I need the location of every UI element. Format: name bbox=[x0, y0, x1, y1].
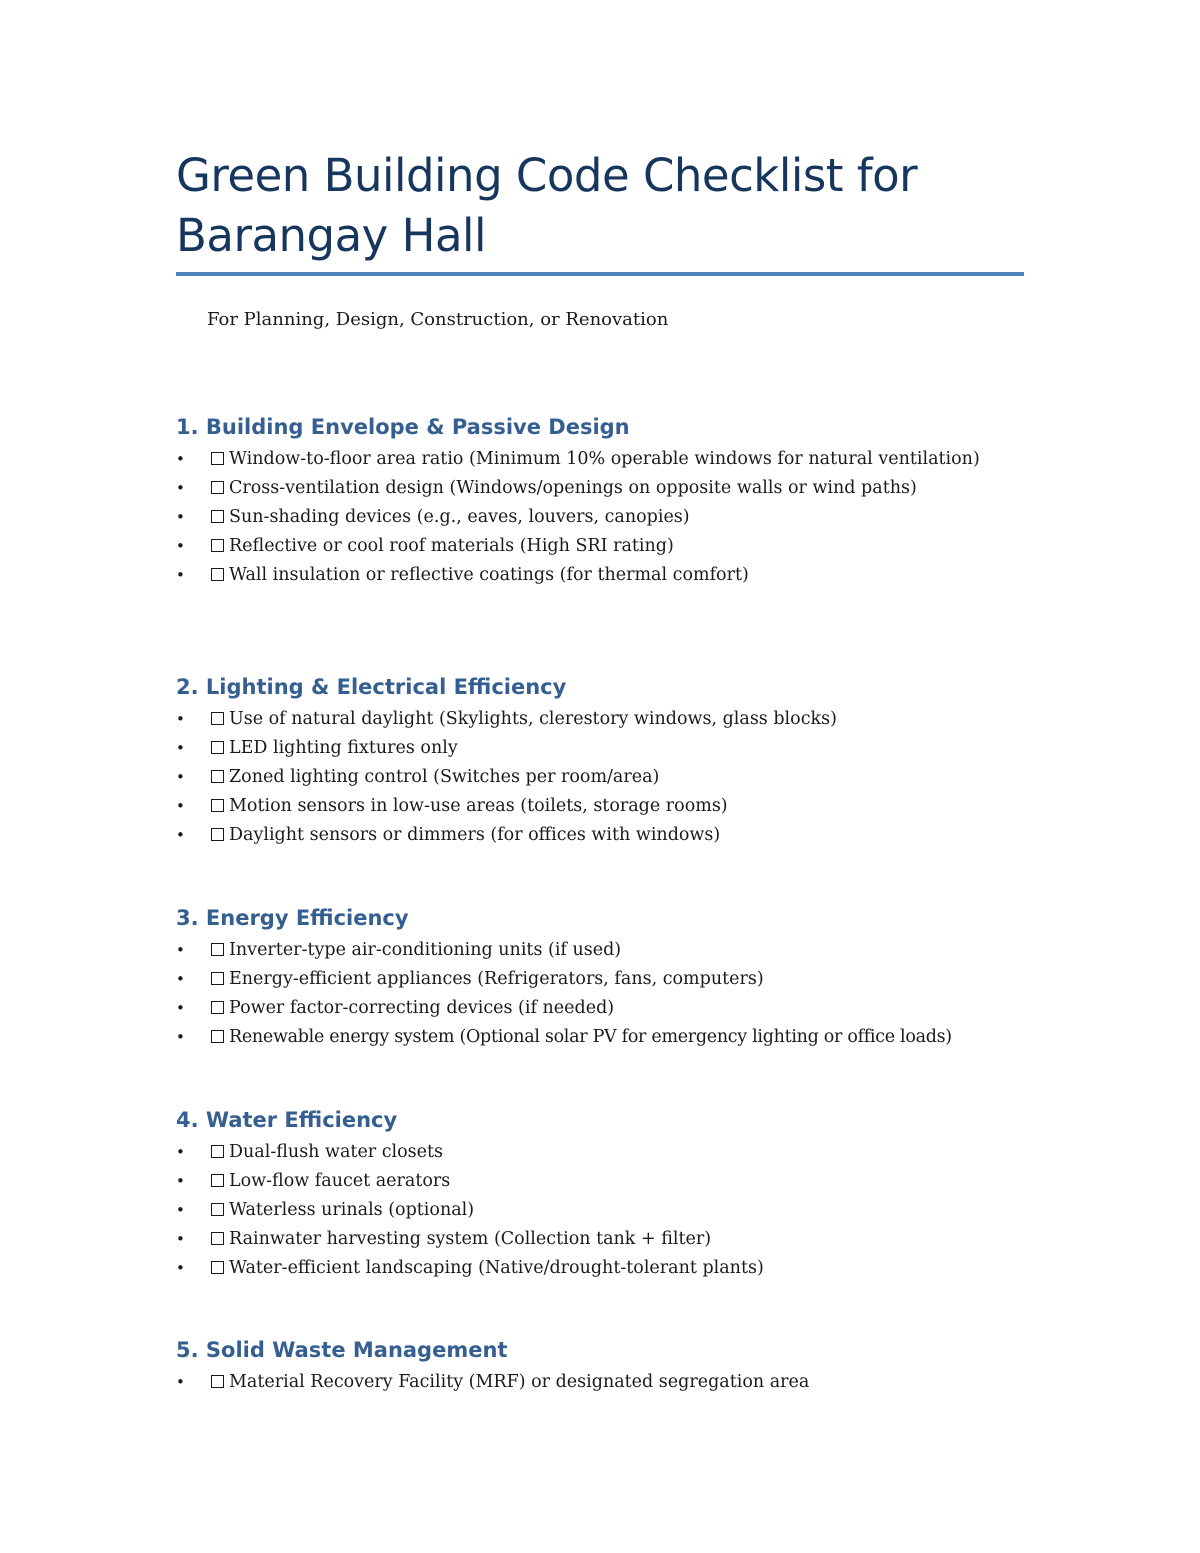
checkbox-icon[interactable] bbox=[211, 799, 224, 812]
bullet-icon: • bbox=[176, 970, 185, 988]
checklist-item bbox=[176, 532, 1026, 561]
bullet-icon: • bbox=[176, 537, 185, 555]
bullet-icon: • bbox=[176, 508, 185, 526]
checkbox-icon[interactable] bbox=[211, 741, 224, 754]
checklist-item bbox=[176, 503, 1026, 532]
bullet-icon: • bbox=[176, 479, 185, 497]
bullet-icon: • bbox=[176, 1373, 185, 1391]
checklist-item bbox=[176, 1254, 1026, 1283]
section-heading: 4. Water Efficiency bbox=[176, 1108, 398, 1132]
section-heading: 5. Solid Waste Management bbox=[176, 1338, 508, 1362]
checklist-item-label: Motion sensors in low-use areas (toilets, storage rooms) bbox=[229, 796, 728, 816]
checkbox-icon[interactable] bbox=[211, 1001, 224, 1014]
checklist bbox=[176, 936, 1026, 1052]
checkbox-icon[interactable] bbox=[211, 481, 224, 494]
checkbox-icon[interactable] bbox=[211, 943, 224, 956]
checklist-item bbox=[176, 763, 1026, 792]
checklist-item bbox=[176, 994, 1026, 1023]
checklist-item-label: Zoned lighting control (Switches per room/area) bbox=[229, 767, 660, 787]
bullet-icon: • bbox=[176, 1230, 185, 1248]
checkbox-icon[interactable] bbox=[211, 1375, 224, 1388]
checkbox-icon[interactable] bbox=[211, 1145, 224, 1158]
checkbox-icon[interactable] bbox=[211, 770, 224, 783]
checklist bbox=[176, 1138, 1026, 1283]
section-lighting-electrical bbox=[176, 672, 1026, 850]
bullet-icon: • bbox=[176, 450, 185, 468]
bullet-icon: • bbox=[176, 941, 185, 959]
bullet-icon: • bbox=[176, 1143, 185, 1161]
checklist-item bbox=[176, 705, 1026, 734]
bullet-icon: • bbox=[176, 1201, 185, 1219]
checklist-item-label: Renewable energy system (Optional solar PV for emergency lighting or office loads) bbox=[229, 1027, 952, 1047]
checklist bbox=[176, 445, 1026, 590]
checklist-item bbox=[176, 1225, 1026, 1254]
checkbox-icon[interactable] bbox=[211, 1232, 224, 1245]
checklist-item bbox=[176, 1023, 1026, 1052]
checklist-item-label: Energy-efficient appliances (Refrigerators, fans, computers) bbox=[229, 969, 764, 989]
section-heading: 2. Lighting & Electrical Efficiency bbox=[176, 675, 567, 699]
checklist-item-label: Sun-shading devices (e.g., eaves, louvers, canopies) bbox=[229, 507, 690, 527]
checklist bbox=[176, 1368, 1026, 1397]
checklist-item bbox=[176, 1138, 1026, 1167]
checklist-item-label: Inverter-type air-conditioning units (if used) bbox=[229, 940, 622, 960]
bullet-icon: • bbox=[176, 1028, 185, 1046]
checkbox-icon[interactable] bbox=[211, 452, 224, 465]
checklist-item bbox=[176, 936, 1026, 965]
checklist-item bbox=[176, 792, 1026, 821]
checkbox-icon[interactable] bbox=[211, 828, 224, 841]
checkbox-icon[interactable] bbox=[211, 539, 224, 552]
section-water-efficiency bbox=[176, 1105, 1026, 1283]
checklist-item-label: Dual-flush water closets bbox=[229, 1142, 444, 1162]
section-heading: 1. Building Envelope & Passive Design bbox=[176, 415, 630, 439]
checklist-item-label: Low-flow faucet aerators bbox=[229, 1171, 451, 1191]
checklist-item-label: Cross-ventilation design (Windows/openings on opposite walls or wind paths) bbox=[229, 478, 917, 498]
checklist-item-label: LED lighting fixtures only bbox=[229, 738, 458, 758]
checklist-item bbox=[176, 734, 1026, 763]
checklist-item bbox=[176, 1196, 1026, 1225]
section-solid-waste bbox=[176, 1335, 1026, 1397]
checkbox-icon[interactable] bbox=[211, 1203, 224, 1216]
bullet-icon: • bbox=[176, 768, 185, 786]
checklist-item-label: Material Recovery Facility (MRF) or designated segregation area bbox=[229, 1372, 810, 1392]
bullet-icon: • bbox=[176, 826, 185, 844]
title-underline-rule bbox=[176, 272, 1024, 276]
checklist-item bbox=[176, 561, 1026, 590]
bullet-icon: • bbox=[176, 1259, 185, 1277]
checklist-item-label: Rainwater harvesting system (Collection tank + filter) bbox=[229, 1229, 712, 1249]
checkbox-icon[interactable] bbox=[211, 568, 224, 581]
checklist-item-label: Wall insulation or reflective coatings (for thermal comfort) bbox=[229, 565, 749, 585]
checklist-item-label: Power factor-correcting devices (if needed) bbox=[229, 998, 615, 1018]
bullet-icon: • bbox=[176, 710, 185, 728]
section-energy-efficiency bbox=[176, 903, 1026, 1052]
section-heading: 3. Energy Efficiency bbox=[176, 906, 409, 930]
checklist-item-label: Use of natural daylight (Skylights, clerestory windows, glass blocks) bbox=[229, 709, 837, 729]
checklist-item bbox=[176, 445, 1026, 474]
checklist-item-label: Water-efficient landscaping (Native/drought-tolerant plants) bbox=[229, 1258, 764, 1278]
bullet-icon: • bbox=[176, 566, 185, 584]
bullet-icon: • bbox=[176, 739, 185, 757]
checklist-item bbox=[176, 965, 1026, 994]
checklist-item-label: Daylight sensors or dimmers (for offices with windows) bbox=[229, 825, 721, 845]
checkbox-icon[interactable] bbox=[211, 510, 224, 523]
bullet-icon: • bbox=[176, 797, 185, 815]
bullet-icon: • bbox=[176, 1172, 185, 1190]
checkbox-icon[interactable] bbox=[211, 712, 224, 725]
page-title: Green Building Code Checklist for Barangay Hall bbox=[176, 149, 918, 262]
checkbox-icon[interactable] bbox=[211, 1261, 224, 1274]
bullet-icon: • bbox=[176, 999, 185, 1017]
checklist-item bbox=[176, 1368, 1026, 1397]
section-building-envelope bbox=[176, 412, 1026, 590]
checklist bbox=[176, 705, 1026, 850]
checklist-item bbox=[176, 474, 1026, 503]
checklist-item-label: Waterless urinals (optional) bbox=[229, 1200, 475, 1220]
checklist-item-label: Reflective or cool roof materials (High SRI rating) bbox=[229, 536, 674, 556]
page-subtitle: For Planning, Design, Construction, or Renovation bbox=[207, 309, 669, 330]
checklist-item-label: Window-to-floor area ratio (Minimum 10% operable windows for natural ventilation) bbox=[229, 449, 980, 469]
checkbox-icon[interactable] bbox=[211, 1174, 224, 1187]
checkbox-icon[interactable] bbox=[211, 1030, 224, 1043]
checklist-item bbox=[176, 1167, 1026, 1196]
checklist-item bbox=[176, 821, 1026, 850]
checkbox-icon[interactable] bbox=[211, 972, 224, 985]
